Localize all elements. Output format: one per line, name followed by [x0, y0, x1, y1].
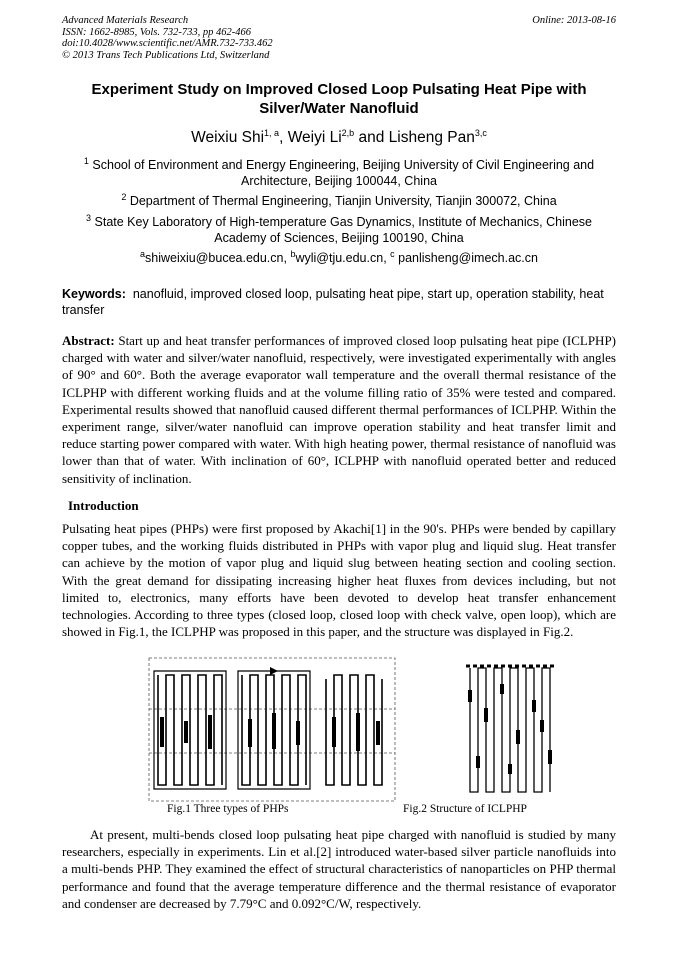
paper-title: Experiment Study on Improved Closed Loop Pulsating Heat Pipe with Silver/Water Nanofluid [91, 81, 587, 117]
author-name: Lisheng Pan [388, 129, 475, 146]
figure-1-caption: Fig.1 Three types of PHPs [167, 803, 289, 815]
header-line: ISSN: 1662-8985, Vols. 732-733, pp 462-466 [62, 26, 251, 38]
keywords-text: nanofluid, improved closed loop, pulsating heat pipe, start up, operation stability, heat transfer [62, 287, 604, 317]
email-c[interactable]: panlisheng@imech.ac.cn [398, 251, 538, 265]
author-name: Weixiu Shi [191, 129, 265, 146]
affiliation-sup: 1 [83, 155, 89, 166]
affiliation-text: Department of Thermal Engineering, Tianjin University, Tianjin 300072, China [129, 194, 557, 208]
abstract [62, 332, 616, 487]
affiliation-sup: 2 [121, 191, 127, 202]
author-joiner: , [279, 129, 288, 146]
abstract-label: Abstract: [62, 333, 115, 348]
email-b[interactable]: wyli@tju.edu.cn [295, 251, 384, 265]
author-sup: 2,b [341, 127, 355, 138]
affiliation-sup: 3 [86, 212, 92, 223]
author-joiner: and [354, 129, 389, 146]
intro-paragraph-1: Pulsating heat pipes (PHPs) were first proposed by Akachi[1] in the 90's. PHPs were bended by capillary copper tubes, and the working fluids distributed in PHPs with vapor plug and liquid slug. Heat transfer can achieve by the motion of vapor plug and liquid slug between heating section and cooling section. With the great demand for dissipating increasing higher heat fluxes from devices including, but not limited to, electronics, many efforts have been devoted to develop heat transfer enhancement technologies. According to three types (closed loop, closed loop with check valve, open loop), which are showed in Fig.1, the ICLPHP was proposed in this paper, and the structure was displayed in Fig.2. [62, 521, 616, 640]
section-heading-introduction: Introduction [68, 498, 139, 513]
journal-header [62, 15, 273, 61]
figure-1-php-types [148, 657, 396, 802]
intro-paragraph-2: At present, multi-bends closed loop pulsating heat pipe charged with nanofluid is studied by many researchers, especially in experiments. Lin et al.[2] introduced water-based silver particle nanofluids into a multi-bends PHP. They examined the effect of structural characteristics of nanoparticles on PHP thermal performance and found that the average temperature difference and the thermal resistance of evaporator and condenser are decreased by 7.79°C and 0.092°C/W, respectively. [62, 827, 616, 911]
author-sup: 3,c [474, 127, 487, 138]
email-sup: b [290, 248, 296, 259]
affiliation [62, 157, 616, 189]
affiliation-text: School of Environment and Energy Engineering, Beijing University of Civil Engineering and Architecture, Beijing 100044, China [92, 158, 595, 188]
affiliation-text: State Key Laboratory of High-temperature Gas Dynamics, Institute of Mechanics, Chinese Academy of Sciences, Beijing 100190, China [94, 215, 592, 245]
online-date: Online: 2013-08-16 [532, 15, 616, 26]
email-a[interactable]: shiweixiu@bucea.edu.cn [145, 251, 284, 265]
keywords [62, 286, 616, 318]
affiliation [62, 214, 616, 246]
email-sup: a [140, 248, 146, 259]
author-sup: 1, a [264, 127, 280, 138]
keywords-label: Keywords: [62, 287, 126, 301]
abstract-text: Start up and heat transfer performances of improved closed loop pulsating heat pipe (ICLPHP) charged with water and silver/water nanofluid, respectively, were investigated experimentally with angles of 90° and 60°. Both the average evaporator wall temperature and the overall thermal resistance of the ICLPHP with different working fluids and at the volume filling ratio of 35% were tested and compared. Experimental results showed that nanofluid caused different thermal performances of ICLPHP. Within the experiment range, silver/water nanofluid can improve operation stability and heat transfer limit and reduce starting power compared with water. With high heating power, thermal resistance of nanofluid was lower than that of water. With inclination of 60°, ICLPHP with nanofluid operated better and reduced sensitivity of inclination. [62, 333, 616, 486]
header-line: doi:10.4028/www.scientific.net/AMR.732-733.462 [62, 38, 273, 49]
author-emails: $^a$shiweixiu@bucea.edu.cn, $^b$wyli@tju.edu.cn, $^c$ panlisheng@imech.ac.cn [140, 248, 538, 265]
figure-2-caption: Fig.2 Structure of ICLPHP [403, 803, 527, 815]
header-line: © 2013 Trans Tech Publications Ltd, Switzerland [62, 49, 270, 61]
author-list [62, 129, 616, 147]
email-sup: c [390, 248, 395, 259]
header-line: Advanced Materials Research [62, 15, 189, 26]
figure-2-iclphp-structure [462, 660, 558, 800]
affiliation [62, 193, 616, 209]
author-name: Weiyi Li [287, 129, 342, 146]
